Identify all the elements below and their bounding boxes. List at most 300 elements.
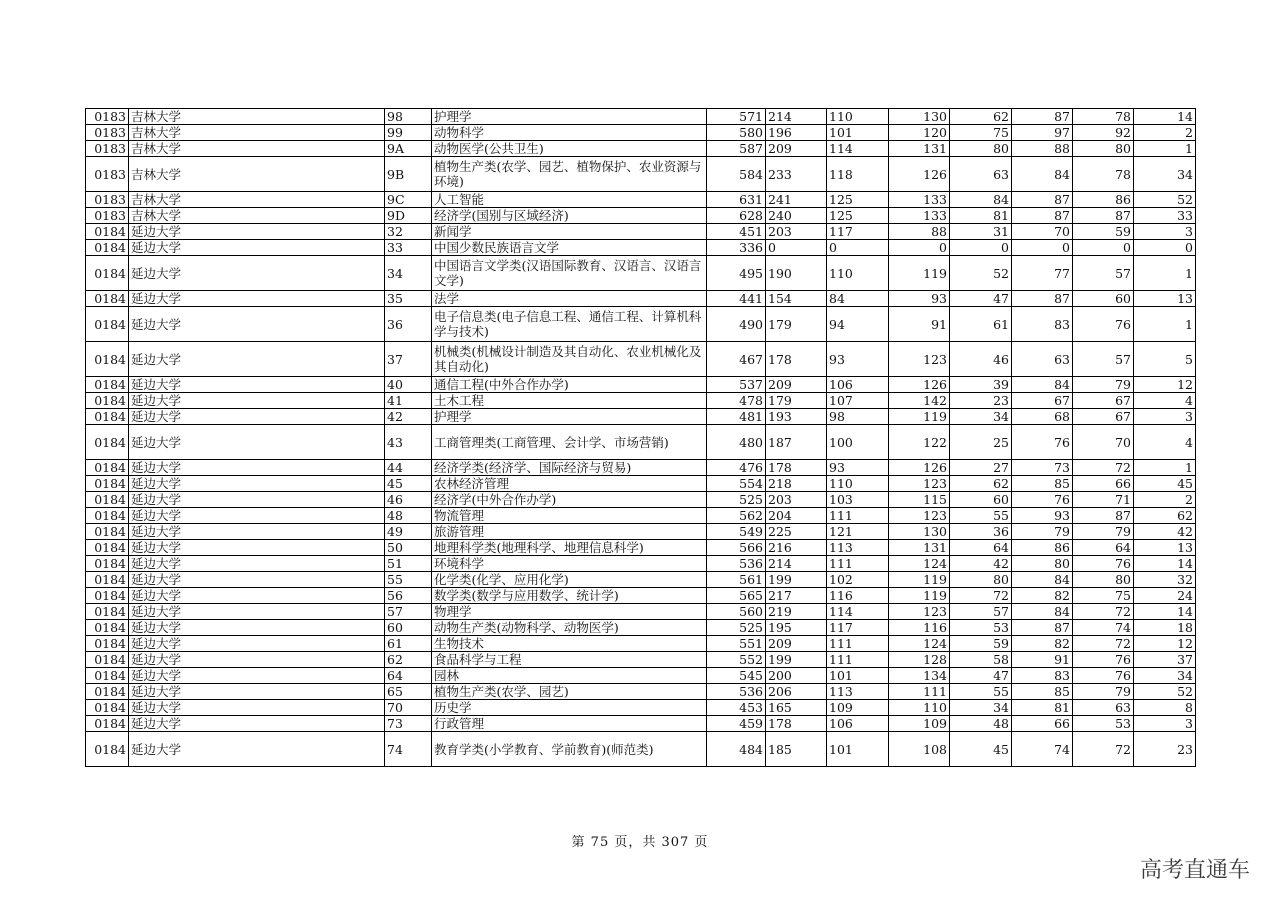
major-code-cell: 70 (385, 700, 432, 716)
school-code-cell: 0184 (86, 716, 129, 732)
score-cell-g: 1 (1134, 307, 1196, 342)
table-row (86, 684, 1196, 700)
score-cell-f: 76 (1073, 668, 1134, 684)
score-cell-b: 109 (827, 700, 889, 716)
score-cell-a: 240 (766, 208, 827, 224)
major-code-cell: 41 (385, 393, 432, 409)
score-cell-a: 193 (766, 409, 827, 425)
score-cell-c: 130 (889, 109, 950, 125)
score-cell-g: 5 (1134, 342, 1196, 377)
total-score-cell: 525 (707, 620, 766, 636)
score-cell-e: 84 (1012, 572, 1073, 588)
score-cell-e: 82 (1012, 588, 1073, 604)
score-cell-c: 124 (889, 636, 950, 652)
school-name-cell: 吉林大学 (129, 208, 385, 224)
major-code-cell: 9D (385, 208, 432, 224)
score-cell-f: 72 (1073, 460, 1134, 476)
score-cell-f: 71 (1073, 492, 1134, 508)
score-cell-c: 128 (889, 652, 950, 668)
score-cell-c: 119 (889, 256, 950, 291)
score-cell-c: 133 (889, 208, 950, 224)
school-name-cell: 延边大学 (129, 409, 385, 425)
score-cell-g: 37 (1134, 652, 1196, 668)
score-cell-e: 66 (1012, 716, 1073, 732)
score-cell-a: 225 (766, 524, 827, 540)
major-code-cell: 45 (385, 476, 432, 492)
school-name-cell: 延边大学 (129, 540, 385, 556)
school-name-cell: 延边大学 (129, 307, 385, 342)
school-code-cell: 0183 (86, 109, 129, 125)
score-cell-e: 87 (1012, 109, 1073, 125)
score-cell-c: 120 (889, 125, 950, 141)
score-cell-g: 23 (1134, 732, 1196, 767)
major-name-cell: 植物生产类(农学、园艺、植物保护、农业资源与环境) (432, 157, 707, 192)
school-code-cell: 0184 (86, 460, 129, 476)
score-cell-b: 107 (827, 393, 889, 409)
score-cell-b: 101 (827, 668, 889, 684)
total-score-cell: 336 (707, 240, 766, 256)
score-cell-a: 214 (766, 556, 827, 572)
score-cell-b: 117 (827, 620, 889, 636)
total-score-cell: 476 (707, 460, 766, 476)
major-code-cell: 9C (385, 192, 432, 208)
score-cell-a: 187 (766, 425, 827, 460)
score-cell-f: 0 (1073, 240, 1134, 256)
score-cell-e: 73 (1012, 460, 1073, 476)
score-cell-b: 121 (827, 524, 889, 540)
score-cell-c: 126 (889, 377, 950, 393)
score-cell-g: 34 (1134, 668, 1196, 684)
score-cell-f: 76 (1073, 307, 1134, 342)
score-cell-d: 39 (950, 377, 1012, 393)
major-name-cell: 生物技术 (432, 636, 707, 652)
major-code-cell: 64 (385, 668, 432, 684)
score-cell-g: 45 (1134, 476, 1196, 492)
score-cell-d: 23 (950, 393, 1012, 409)
score-cell-g: 18 (1134, 620, 1196, 636)
total-score-cell: 571 (707, 109, 766, 125)
score-cell-a: 199 (766, 652, 827, 668)
school-name-cell: 延边大学 (129, 524, 385, 540)
score-cell-e: 83 (1012, 668, 1073, 684)
major-code-cell: 60 (385, 620, 432, 636)
score-cell-f: 72 (1073, 604, 1134, 620)
school-name-cell: 延边大学 (129, 393, 385, 409)
score-cell-g: 1 (1134, 256, 1196, 291)
score-cell-e: 84 (1012, 377, 1073, 393)
score-cell-c: 0 (889, 240, 950, 256)
total-score-cell: 628 (707, 208, 766, 224)
major-code-cell: 62 (385, 652, 432, 668)
total-score-cell: 495 (707, 256, 766, 291)
school-name-cell: 吉林大学 (129, 125, 385, 141)
major-name-cell: 农林经济管理 (432, 476, 707, 492)
major-name-cell: 旅游管理 (432, 524, 707, 540)
school-name-cell: 吉林大学 (129, 109, 385, 125)
score-cell-a: 179 (766, 393, 827, 409)
score-cell-g: 52 (1134, 192, 1196, 208)
score-cell-d: 80 (950, 141, 1012, 157)
total-score-cell: 566 (707, 540, 766, 556)
major-name-cell: 动物科学 (432, 125, 707, 141)
major-code-cell: 36 (385, 307, 432, 342)
score-cell-c: 133 (889, 192, 950, 208)
table-row (86, 425, 1196, 460)
score-cell-g: 2 (1134, 125, 1196, 141)
score-cell-b: 118 (827, 157, 889, 192)
major-code-cell: 57 (385, 604, 432, 620)
major-code-cell: 9A (385, 141, 432, 157)
total-score-cell: 484 (707, 732, 766, 767)
major-name-cell: 通信工程(中外合作办学) (432, 377, 707, 393)
score-cell-c: 124 (889, 556, 950, 572)
score-cell-g: 62 (1134, 508, 1196, 524)
score-cell-c: 115 (889, 492, 950, 508)
total-score-cell: 459 (707, 716, 766, 732)
school-code-cell: 0184 (86, 636, 129, 652)
score-cell-f: 67 (1073, 409, 1134, 425)
school-name-cell: 延边大学 (129, 256, 385, 291)
score-cell-f: 63 (1073, 700, 1134, 716)
total-score-cell: 451 (707, 224, 766, 240)
score-cell-b: 111 (827, 508, 889, 524)
score-cell-a: 178 (766, 716, 827, 732)
score-cell-b: 114 (827, 604, 889, 620)
school-code-cell: 0183 (86, 141, 129, 157)
school-code-cell: 0184 (86, 572, 129, 588)
score-cell-d: 42 (950, 556, 1012, 572)
score-cell-g: 14 (1134, 109, 1196, 125)
school-code-cell: 0184 (86, 732, 129, 767)
school-code-cell: 0184 (86, 425, 129, 460)
school-name-cell: 延边大学 (129, 476, 385, 492)
score-cell-c: 111 (889, 684, 950, 700)
school-code-cell: 0184 (86, 652, 129, 668)
score-cell-d: 55 (950, 684, 1012, 700)
score-cell-f: 78 (1073, 157, 1134, 192)
score-cell-f: 53 (1073, 716, 1134, 732)
score-cell-a: 209 (766, 377, 827, 393)
score-cell-c: 116 (889, 620, 950, 636)
score-cell-g: 12 (1134, 377, 1196, 393)
score-cell-e: 76 (1012, 425, 1073, 460)
school-code-cell: 0184 (86, 307, 129, 342)
score-cell-a: 206 (766, 684, 827, 700)
score-cell-f: 60 (1073, 291, 1134, 307)
score-cell-b: 101 (827, 732, 889, 767)
major-code-cell: 55 (385, 572, 432, 588)
score-cell-e: 81 (1012, 700, 1073, 716)
major-code-cell: 40 (385, 377, 432, 393)
table-row (86, 224, 1196, 240)
total-score-cell: 490 (707, 307, 766, 342)
score-cell-d: 48 (950, 716, 1012, 732)
score-cell-a: 178 (766, 460, 827, 476)
score-cell-a: 214 (766, 109, 827, 125)
total-score-cell: 551 (707, 636, 766, 652)
score-cell-b: 98 (827, 409, 889, 425)
major-name-cell: 土木工程 (432, 393, 707, 409)
total-score-cell: 580 (707, 125, 766, 141)
major-code-cell: 50 (385, 540, 432, 556)
total-score-cell: 561 (707, 572, 766, 588)
score-cell-g: 0 (1134, 240, 1196, 256)
score-cell-d: 64 (950, 540, 1012, 556)
school-code-cell: 0184 (86, 393, 129, 409)
total-score-cell: 560 (707, 604, 766, 620)
score-cell-d: 52 (950, 256, 1012, 291)
school-code-cell: 0184 (86, 377, 129, 393)
score-cell-d: 53 (950, 620, 1012, 636)
major-code-cell: 33 (385, 240, 432, 256)
major-code-cell: 74 (385, 732, 432, 767)
score-cell-f: 57 (1073, 342, 1134, 377)
total-score-cell: 584 (707, 157, 766, 192)
table-row (86, 476, 1196, 492)
major-name-cell: 护理学 (432, 409, 707, 425)
school-name-cell: 延边大学 (129, 684, 385, 700)
school-name-cell: 延边大学 (129, 620, 385, 636)
score-cell-d: 58 (950, 652, 1012, 668)
score-cell-b: 110 (827, 109, 889, 125)
score-cell-d: 46 (950, 342, 1012, 377)
total-score-cell: 478 (707, 393, 766, 409)
score-cell-a: 196 (766, 125, 827, 141)
score-cell-b: 106 (827, 377, 889, 393)
score-cell-e: 74 (1012, 732, 1073, 767)
score-cell-c: 123 (889, 342, 950, 377)
table-row (86, 141, 1196, 157)
school-code-cell: 0183 (86, 192, 129, 208)
score-cell-a: 179 (766, 307, 827, 342)
score-cell-b: 125 (827, 208, 889, 224)
school-name-cell: 延边大学 (129, 588, 385, 604)
major-name-cell: 化学类(化学、应用化学) (432, 572, 707, 588)
score-cell-g: 14 (1134, 556, 1196, 572)
major-name-cell: 数学类(数学与应用数学、统计学) (432, 588, 707, 604)
major-name-cell: 法学 (432, 291, 707, 307)
score-cell-f: 76 (1073, 556, 1134, 572)
score-cell-f: 66 (1073, 476, 1134, 492)
score-cell-b: 110 (827, 476, 889, 492)
score-cell-a: 178 (766, 342, 827, 377)
score-cell-c: 126 (889, 157, 950, 192)
table-row (86, 700, 1196, 716)
score-cell-g: 4 (1134, 425, 1196, 460)
score-cell-b: 111 (827, 636, 889, 652)
score-cell-b: 111 (827, 652, 889, 668)
score-cell-e: 87 (1012, 192, 1073, 208)
score-cell-d: 80 (950, 572, 1012, 588)
score-cell-f: 78 (1073, 109, 1134, 125)
score-cell-c: 122 (889, 425, 950, 460)
score-cell-d: 27 (950, 460, 1012, 476)
score-cell-c: 134 (889, 668, 950, 684)
table-row (86, 716, 1196, 732)
school-name-cell: 延边大学 (129, 342, 385, 377)
score-cell-a: 241 (766, 192, 827, 208)
score-cell-f: 87 (1073, 208, 1134, 224)
score-cell-g: 4 (1134, 393, 1196, 409)
table-row (86, 192, 1196, 208)
score-cell-a: 203 (766, 224, 827, 240)
score-cell-e: 63 (1012, 342, 1073, 377)
table-row (86, 307, 1196, 342)
score-cell-d: 62 (950, 476, 1012, 492)
score-cell-g: 34 (1134, 157, 1196, 192)
major-code-cell: 73 (385, 716, 432, 732)
school-code-cell: 0184 (86, 291, 129, 307)
major-name-cell: 工商管理类(工商管理、会计学、市场营销) (432, 425, 707, 460)
score-cell-a: 199 (766, 572, 827, 588)
score-cell-a: 185 (766, 732, 827, 767)
table-row (86, 393, 1196, 409)
score-cell-f: 57 (1073, 256, 1134, 291)
school-name-cell: 延边大学 (129, 652, 385, 668)
score-cell-e: 93 (1012, 508, 1073, 524)
major-name-cell: 新闻学 (432, 224, 707, 240)
major-code-cell: 42 (385, 409, 432, 425)
score-cell-f: 92 (1073, 125, 1134, 141)
score-cell-e: 82 (1012, 636, 1073, 652)
table-row (86, 109, 1196, 125)
major-name-cell: 经济学(国别与区域经济) (432, 208, 707, 224)
score-cell-e: 76 (1012, 492, 1073, 508)
score-cell-b: 106 (827, 716, 889, 732)
score-cell-g: 12 (1134, 636, 1196, 652)
score-cell-e: 85 (1012, 476, 1073, 492)
score-cell-b: 102 (827, 572, 889, 588)
school-name-cell: 延边大学 (129, 460, 385, 476)
score-cell-f: 75 (1073, 588, 1134, 604)
school-code-cell: 0184 (86, 524, 129, 540)
major-code-cell: 34 (385, 256, 432, 291)
score-cell-c: 130 (889, 524, 950, 540)
score-cell-e: 68 (1012, 409, 1073, 425)
major-code-cell: 32 (385, 224, 432, 240)
school-name-cell: 延边大学 (129, 732, 385, 767)
score-cell-d: 72 (950, 588, 1012, 604)
score-cell-g: 32 (1134, 572, 1196, 588)
score-cell-c: 123 (889, 508, 950, 524)
score-cell-a: 219 (766, 604, 827, 620)
score-cell-e: 87 (1012, 620, 1073, 636)
score-cell-c: 131 (889, 540, 950, 556)
score-cell-b: 113 (827, 684, 889, 700)
major-name-cell: 中国语言文学类(汉语国际教育、汉语言、汉语言文学) (432, 256, 707, 291)
score-cell-d: 62 (950, 109, 1012, 125)
school-code-cell: 0184 (86, 588, 129, 604)
score-cell-b: 114 (827, 141, 889, 157)
score-cell-b: 111 (827, 556, 889, 572)
score-cell-c: 119 (889, 572, 950, 588)
school-code-cell: 0184 (86, 620, 129, 636)
school-code-cell: 0183 (86, 157, 129, 192)
major-code-cell: 56 (385, 588, 432, 604)
school-code-cell: 0184 (86, 540, 129, 556)
score-cell-d: 59 (950, 636, 1012, 652)
total-score-cell: 481 (707, 409, 766, 425)
score-cell-f: 74 (1073, 620, 1134, 636)
table-row (86, 492, 1196, 508)
score-cell-e: 77 (1012, 256, 1073, 291)
score-cell-d: 34 (950, 700, 1012, 716)
major-code-cell: 49 (385, 524, 432, 540)
score-cell-g: 13 (1134, 291, 1196, 307)
score-cell-f: 87 (1073, 508, 1134, 524)
school-name-cell: 延边大学 (129, 556, 385, 572)
score-cell-c: 123 (889, 604, 950, 620)
major-name-cell: 行政管理 (432, 716, 707, 732)
major-name-cell: 物理学 (432, 604, 707, 620)
score-cell-c: 119 (889, 588, 950, 604)
school-code-cell: 0184 (86, 684, 129, 700)
score-cell-f: 79 (1073, 684, 1134, 700)
total-score-cell: 631 (707, 192, 766, 208)
table-row (86, 409, 1196, 425)
score-cell-f: 80 (1073, 141, 1134, 157)
table-row (86, 636, 1196, 652)
score-cell-b: 94 (827, 307, 889, 342)
table-row (86, 668, 1196, 684)
major-code-cell: 99 (385, 125, 432, 141)
major-code-cell: 61 (385, 636, 432, 652)
school-name-cell: 延边大学 (129, 636, 385, 652)
total-score-cell: 441 (707, 291, 766, 307)
school-name-cell: 延边大学 (129, 668, 385, 684)
total-score-cell: 545 (707, 668, 766, 684)
school-code-cell: 0184 (86, 224, 129, 240)
major-name-cell: 植物生产类(农学、园艺) (432, 684, 707, 700)
score-cell-c: 119 (889, 409, 950, 425)
score-cell-d: 36 (950, 524, 1012, 540)
school-name-cell: 延边大学 (129, 291, 385, 307)
score-cell-d: 60 (950, 492, 1012, 508)
score-cell-g: 24 (1134, 588, 1196, 604)
table-row (86, 732, 1196, 767)
school-code-cell: 0184 (86, 700, 129, 716)
table-row (86, 377, 1196, 393)
score-cell-a: 154 (766, 291, 827, 307)
school-code-cell: 0184 (86, 240, 129, 256)
major-code-cell: 9B (385, 157, 432, 192)
score-cell-d: 31 (950, 224, 1012, 240)
table-row (86, 652, 1196, 668)
school-code-cell: 0184 (86, 556, 129, 572)
table-row (86, 508, 1196, 524)
school-name-cell: 延边大学 (129, 508, 385, 524)
table-row (86, 540, 1196, 556)
table-row (86, 604, 1196, 620)
table-row (86, 524, 1196, 540)
score-cell-g: 2 (1134, 492, 1196, 508)
score-cell-f: 70 (1073, 425, 1134, 460)
score-cell-g: 52 (1134, 684, 1196, 700)
school-name-cell: 延边大学 (129, 492, 385, 508)
score-cell-c: 91 (889, 307, 950, 342)
score-cell-b: 93 (827, 342, 889, 377)
total-score-cell: 536 (707, 684, 766, 700)
school-name-cell: 吉林大学 (129, 192, 385, 208)
total-score-cell: 453 (707, 700, 766, 716)
total-score-cell: 467 (707, 342, 766, 377)
table-row (86, 240, 1196, 256)
school-name-cell: 吉林大学 (129, 157, 385, 192)
school-name-cell: 延边大学 (129, 377, 385, 393)
major-name-cell: 动物医学(公共卫生) (432, 141, 707, 157)
table-row (86, 291, 1196, 307)
score-cell-f: 79 (1073, 377, 1134, 393)
